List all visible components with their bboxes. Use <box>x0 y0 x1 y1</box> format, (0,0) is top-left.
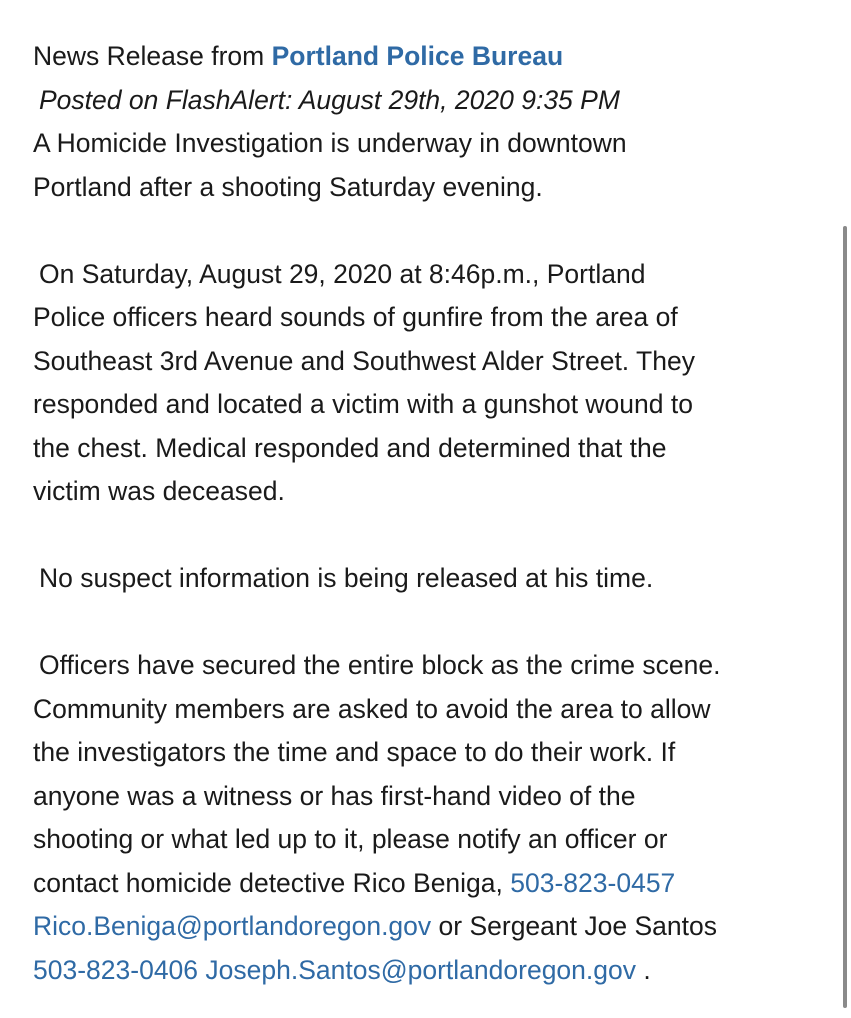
paragraph-1-line: On Saturday, August 29, 2020 at 8:46p.m., Portland <box>39 258 646 289</box>
phone-link-santos[interactable]: 503-823-0406 <box>33 954 199 985</box>
contact-middle: or Sergeant Joe Santos <box>431 911 717 941</box>
email-link-beniga[interactable]: Rico.Beniga@portlandoregon.gov <box>33 911 432 941</box>
paragraph-1-line: Southeast 3rd Avenue and Southwest Alder Street. They <box>33 345 695 376</box>
paragraph-3-line: shooting or what led up to it, please notify an officer or <box>33 824 668 854</box>
contact-line <box>33 949 833 993</box>
paragraph-1-line: responded and located a victim with a gunshot wound to <box>33 389 693 419</box>
email-link-santos[interactable]: Joseph.Santos@portlandoregon.gov <box>205 954 636 985</box>
contact-line <box>33 905 833 949</box>
paragraph-3-line: the investigators the time and space to do their work. If <box>33 737 676 767</box>
contact-line <box>33 862 833 906</box>
paragraph-2-line: No suspect information is being released at his time. <box>39 563 654 593</box>
intro-line-2: Portland after a shooting Saturday evening. <box>33 171 543 202</box>
posted-date: Posted on FlashAlert: August 29th, 2020 9:35 PM <box>39 84 620 115</box>
header-prefix: News Release from <box>33 41 265 71</box>
paragraph-3-line: Community members are asked to avoid the area to allow <box>33 693 711 724</box>
paragraph-1-line: Police officers heard sounds of gunfire from the area of <box>33 302 678 332</box>
paragraph-1-line: victim was deceased. <box>33 476 285 506</box>
paragraph-3-line: anyone was a witness or has first-hand video of the <box>33 780 636 811</box>
release-header <box>33 35 833 79</box>
organization-link[interactable]: Portland Police Bureau <box>271 41 564 71</box>
contact-prefix: contact homicide detective Rico Beniga, <box>33 867 511 898</box>
contact-end: . <box>636 954 651 985</box>
news-release <box>33 35 833 992</box>
paragraph-1-line: the chest. Medical responded and determined that the <box>33 432 667 463</box>
spacer <box>33 209 833 253</box>
spacer <box>33 514 833 558</box>
paragraph-3-line: Officers have secured the entire block as the crime scene. <box>39 650 721 680</box>
vertical-scrollbar[interactable] <box>843 226 847 1008</box>
phone-link-beniga[interactable]: 503-823-0457 <box>510 867 676 898</box>
intro-line-1: A Homicide Investigation is underway in downtown <box>33 128 627 158</box>
spacer <box>33 601 833 645</box>
